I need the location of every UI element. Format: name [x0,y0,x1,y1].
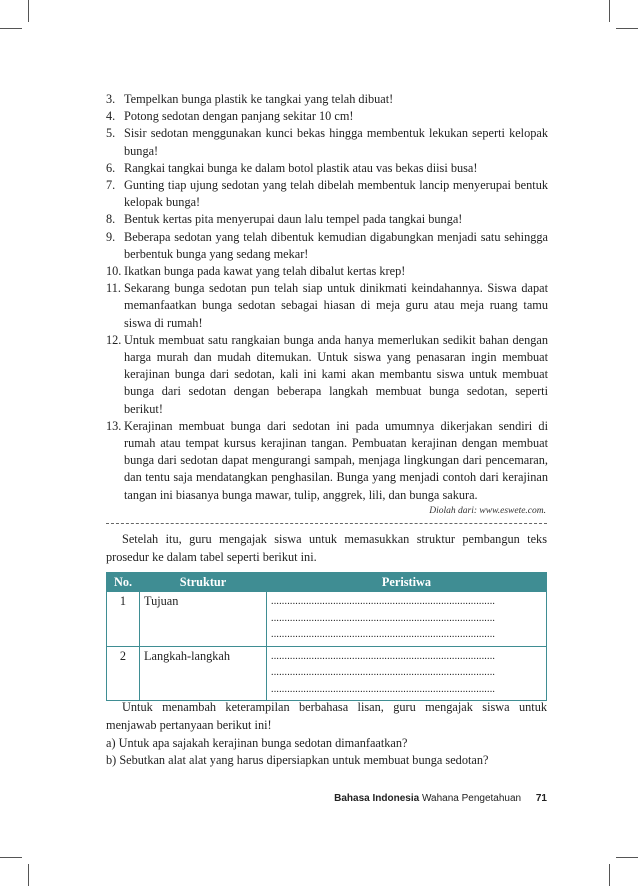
step-text: Sekarang bunga sedotan pun telah siap untuk dinikmati keindahannya. Siswa dapat memanfaatkan bunga sedotan sebagai hiasan di meja guru atau meja ruang tamu siswa di rumah! [124,281,548,330]
question-b: b) Sebutkan alat alat yang harus dipersiapkan untuk membuat bunga sedotan? [106,753,489,767]
row-structure: Langkah-langkah [140,646,267,701]
header-no: No. [107,573,140,592]
step-item [106,263,548,280]
header-peristiwa: Peristiwa [267,573,547,592]
crop-mark [616,857,638,858]
step-item [106,211,548,228]
fill-line: ................................................................................... [271,596,496,607]
step-item [106,177,548,211]
step-item [106,160,548,177]
question-a: a) Untuk apa sajakah kerajinan bunga sedotan dimanfaatkan? [106,736,408,750]
step-number: 12. [106,332,122,347]
crop-mark [609,864,610,886]
step-text: Sisir sedotan menggunakan kunci bekas hingga membentuk lekukan seperti kelopak bunga! [124,126,548,158]
row-structure: Tujuan [140,592,267,647]
step-text: Gunting tiap ujung sedotan yang telah dibelah membentuk lancip menyerupai bentuk kelopak bunga! [124,178,548,210]
page-number: 71 [535,793,547,804]
crop-mark [28,0,29,22]
steps-list [106,91,548,504]
book-title-rest: Wahana Pengetahuan [421,793,522,804]
step-number: 6. [106,160,116,175]
step-item [106,332,548,418]
step-text: Tempelkan bunga plastik ke tangkai yang telah dibuat! [124,92,394,106]
fill-line: ................................................................................... [271,683,496,695]
step-number: 5. [106,126,116,141]
fill-line: ................................................................................... [271,667,496,678]
row-event-blank[interactable] [267,646,547,701]
step-item [106,125,548,159]
step-item [106,280,548,332]
step-number: 7. [106,178,116,193]
step-number: 4. [106,109,116,124]
crop-mark [609,0,610,22]
crop-mark [0,28,22,29]
book-title-bold: Bahasa Indonesia [334,793,420,804]
fill-line: ................................................................................... [271,612,496,624]
table-row [107,592,547,647]
step-item [106,418,548,504]
step-item [106,108,548,125]
source-citation: Diolah dari: www.eswete.com. [429,506,546,516]
structure-table [106,572,547,701]
row-event-blank[interactable] [267,592,547,647]
step-text: Untuk membuat satu rangkaian bunga anda hanya memerlukan sedikit bahan dengan harga murah dan mudah ditemukan. Untuk siswa yang penasaran ingin membuat kerajinan bunga dari sedotan, kali ini kami akan membantu siswa untuk membuat bunga dari sedotan dengan beberapa langkah membuat bunga sedotan, seperti berikut! [124,332,548,416]
page-footer [334,793,547,804]
row-number: 1 [107,592,140,647]
step-number: 3. [106,92,116,106]
crop-mark [616,28,638,29]
step-item [106,91,548,108]
table-row [107,646,547,701]
intro-paragraph: Setelah itu, guru mengajak siswa untuk memasukkan struktur pembangun teks prosedur ke dalam tabel seperti berikut ini. [106,532,547,564]
step-text: Rangkai tangkai bunga ke dalam botol plastik atau vas bekas diisi busa! [124,160,478,175]
step-number: 9. [106,229,116,244]
step-text: Kerajinan membuat bunga dari sedotan ini pada umumnya dikerjakan sendiri di rumah atau tempat kursus kerajinan tangan. Pembuatan kerajinan dengan membuat bunga dari sedotan dapat mengurangi sampah, menjaga lingkungan dari pencemaran, dan tentu saja mendatangkan penghasilan. Bunga yang menjadi contoh dari kerajinan tangan ini biasanya bunga mawar, tulip, anggrek, lili, dan bunga sakura. [124,418,548,502]
crop-mark [0,857,22,858]
step-number: 10. [106,264,122,279]
step-number: 11. [106,281,121,296]
fill-line: ................................................................................... [271,629,496,640]
divider [106,523,547,524]
header-struktur: Struktur [140,573,267,592]
step-number: 13. [106,418,122,433]
step-text: Ikatkan bunga pada kawat yang telah dibalut kertas krep! [124,264,406,279]
crop-mark [28,864,29,886]
row-number: 2 [107,646,140,701]
table-header-row [107,573,547,592]
step-text: Beberapa sedotan yang telah dibentuk kemudian digabungkan menjadi satu sehingga berbentuk bunga yang sedang mekar! [124,229,548,261]
fill-line: ................................................................................... [271,650,496,662]
closing-paragraph: Untuk menambah keterampilan berbahasa lisan, guru mengajak siswa untuk menjawab pertanyaan berikut ini! [106,700,547,732]
step-text: Bentuk kertas pita menyerupai daun lalu tempel pada tangkai bunga! [124,212,463,227]
step-item [106,229,548,263]
step-number: 8. [106,212,116,227]
step-text: Potong sedotan dengan panjang sekitar 10 cm! [124,109,354,124]
